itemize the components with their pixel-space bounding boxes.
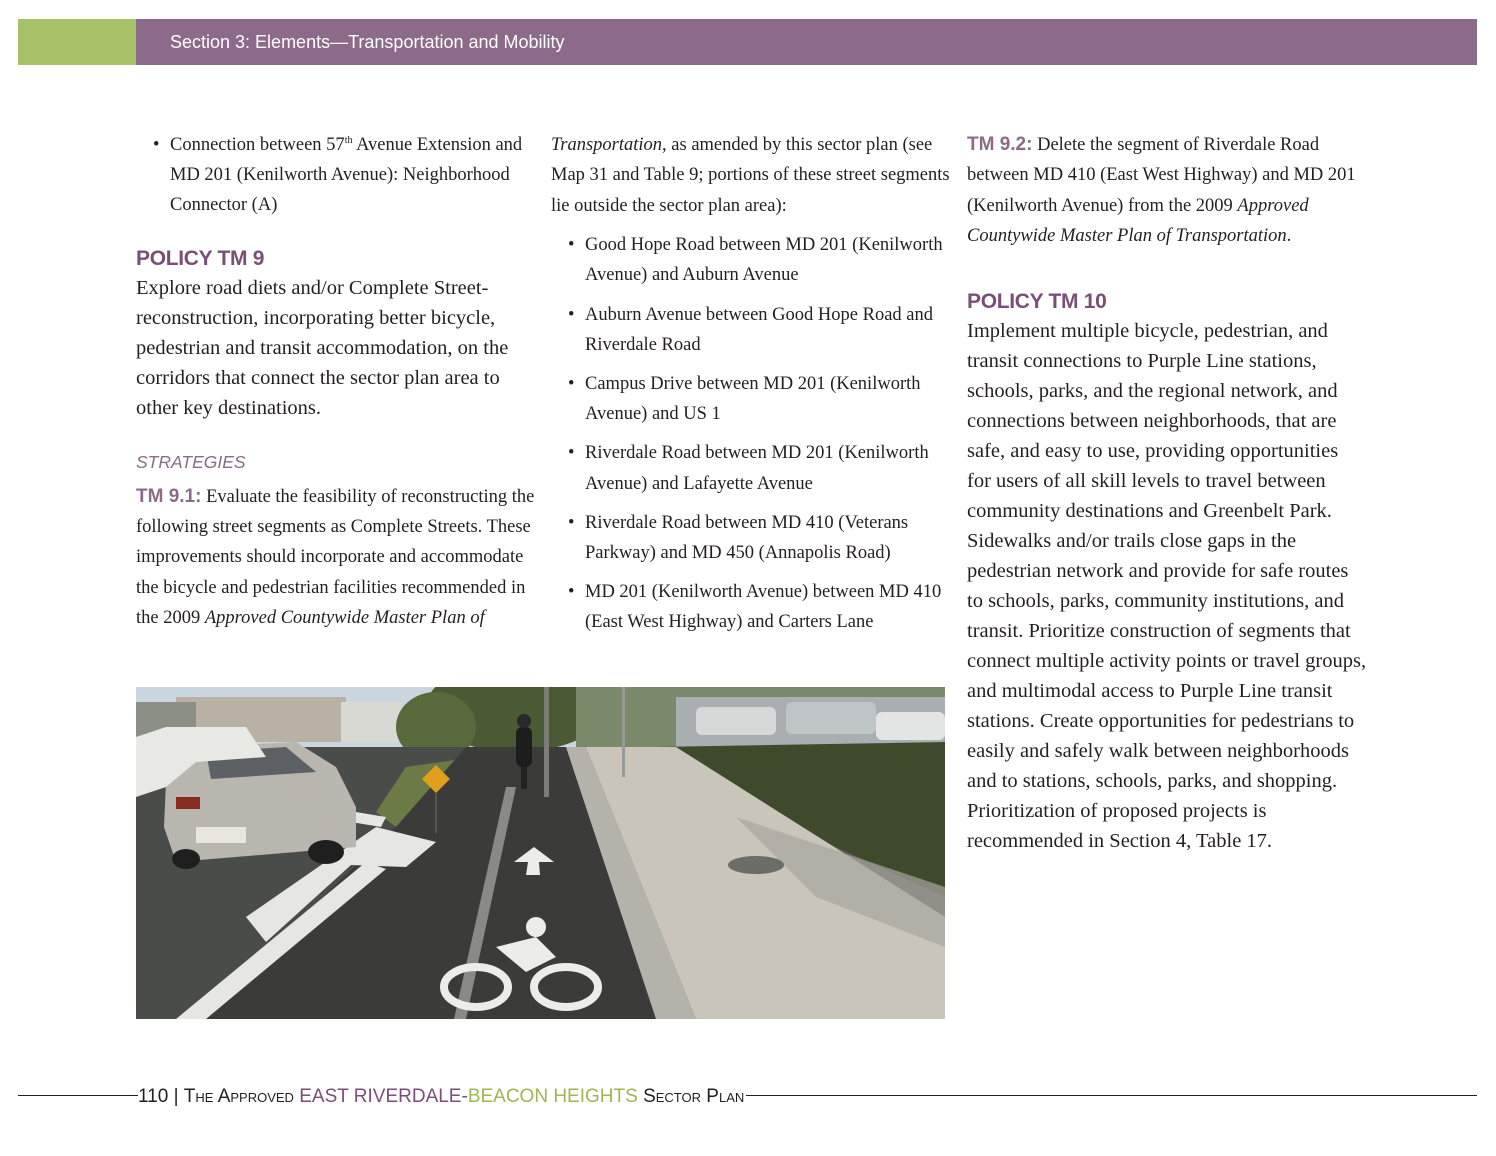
strategies-heading: STRATEGIES [136, 451, 246, 472]
plan-title-italic: Approved Countywide Master Plan of Transportation [967, 195, 1309, 247]
page-header [18, 19, 1477, 65]
list-item [551, 438, 951, 498]
bullet-glyph: • [568, 582, 575, 603]
strategy-continuation [551, 130, 951, 221]
bullet-glyph: • [568, 512, 575, 533]
header-band [136, 19, 1477, 65]
policy-text: Implement multiple bicycle, pedestrian, and transit connections to Purple Line stations, schools, parks, and the regional network, and connections between neighborhoods, that are safe, and easy to use, providing opportunities for users of all skill levels to travel between community destinations and Greenbelt Park. Sidewalks and/or trails close gaps in the pedestrian network and provide for safe routes to schools, parks, community institutions, and transit. Prioritize construction of segments that connect multiple activity points or travel groups, and multimodal access to Purple Line transit stations. Create opportunities for pedestrians to easily and safely walk between neighborhoods and to stations, schools, parks, and shopping. Prioritization of proposed projects is recommended in Section 4, Table 17. [967, 319, 1367, 852]
policy-heading: POLICY TM 10 [967, 289, 1107, 313]
footer-doc-name-green: BEACON HEIGHTS [467, 1086, 638, 1107]
list-item [551, 230, 951, 290]
list-item [551, 577, 951, 637]
bike-lane-photo [136, 687, 945, 1019]
footer-rule-right [742, 1095, 1477, 1096]
bullet-list [136, 130, 536, 221]
strategy-label: TM 9.2: [967, 134, 1033, 155]
bullet-glyph: • [568, 235, 575, 256]
list-item [551, 300, 951, 360]
strategy-text: Evaluate the feasibility of reconstructing the following street segments as Complete Streets. These improvements should incorporate and accommodate the bicycle and pedestrian facilities recommended in the 2009 [136, 486, 535, 629]
bullet-glyph: • [568, 443, 575, 464]
policy-text: Explore road diets and/or Complete Street-reconstruction, incorporating better bicycle, pedestrian and transit accommodation, on the corridors that connect the sector plan area to other key destinations. [136, 276, 509, 419]
superscript: th [344, 134, 353, 146]
strategy-tm-9-2 [967, 130, 1367, 252]
header-accent-block [18, 19, 136, 65]
page-footer [138, 1085, 746, 1109]
segment-text: Good Hope Road between MD 201 (Kenilworth Avenue) and Auburn Avenue [585, 235, 943, 286]
section-title: Section 3: Elements—Transportation and Mobility [170, 31, 565, 52]
strategy-text: Delete the segment of Riverdale Road between MD 410 (East West Highway) and MD 201 (Kenilworth Avenue) from the 2009 [967, 135, 1356, 216]
bullet-glyph: • [568, 304, 575, 325]
plan-title-italic: Transportation [551, 135, 663, 155]
strategy-text-end: . [1286, 226, 1292, 247]
strategy-tm-9-1 [136, 482, 536, 634]
column-right [967, 130, 1367, 856]
bullet-text: Connection between 57 [170, 135, 345, 155]
segment-text: Riverdale Road between MD 201 (Kenilworth Avenue) and Lafayette Avenue [585, 443, 929, 494]
column-left [136, 130, 536, 634]
list-item [551, 508, 951, 568]
segment-text: Auburn Avenue between Good Hope Road and Riverdale Road [585, 304, 933, 355]
segment-text: MD 201 (Kenilworth Avenue) between MD 410 (East West Highway) and Carters Lane [585, 582, 942, 633]
column-middle [551, 130, 951, 647]
bullet-glyph: • [568, 374, 575, 395]
bullet-text: Avenue Extension and MD 201 (Kenilworth Avenue): Neighborhood Connector (A) [170, 135, 523, 216]
footer-doc-pre: The Approved [183, 1086, 300, 1107]
footer-separator: | [168, 1086, 184, 1107]
footer-doc-post: Sector Plan [637, 1086, 745, 1107]
footer-doc-name-purple: EAST RIVERDALE- [299, 1086, 468, 1107]
segment-text: Riverdale Road between MD 410 (Veterans Parkway) and MD 450 (Annapolis Road) [585, 512, 909, 564]
list-item [551, 369, 951, 429]
policy-heading: POLICY TM 9 [136, 246, 265, 270]
segment-text: Campus Drive between MD 201 (Kenilworth Avenue) and US 1 [585, 374, 921, 425]
street-segment-list [551, 230, 951, 637]
footer-rule-left [18, 1095, 140, 1096]
list-item [136, 130, 536, 221]
plan-title-italic: Approved Countywide Master Plan of [204, 608, 485, 629]
bullet-glyph: • [153, 135, 160, 155]
strategy-label: TM 9.1: [136, 485, 202, 507]
continuation-text: , as amended by this sector plan (see Map 31 and Table 9; portions of these street segments lie outside the sector plan area): [551, 135, 950, 216]
page-number: 110 [138, 1086, 169, 1107]
